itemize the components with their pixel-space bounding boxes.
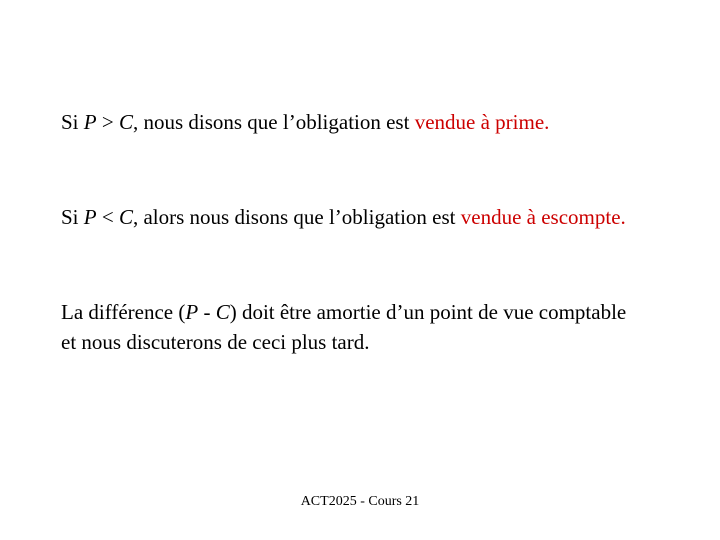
highlighted-term: vendue à prime (414, 110, 545, 134)
variable-p: P (185, 300, 199, 324)
variable-c: C (118, 110, 133, 134)
text: , alors nous disons que l’obligation est (132, 205, 461, 229)
text: ) doit être amortie d’un point de vue comptable et nous discuterons de ceci plus tard. (61, 300, 627, 354)
variable-p: P (83, 205, 97, 229)
highlighted-term: vendue à escompte (460, 205, 621, 229)
text: La différence ( (61, 300, 186, 324)
variable-c: C (118, 205, 133, 229)
operator: < (96, 205, 119, 229)
variable-c: C (215, 300, 230, 324)
operator: - (198, 300, 216, 324)
paragraph-sold-at-discount (61, 202, 641, 232)
operator: > (96, 110, 119, 134)
slide-footer: ACT2025 - Cours 21 (300, 494, 420, 509)
text: Si (61, 110, 84, 134)
paragraph-sold-at-premium (61, 107, 641, 137)
period: . (544, 110, 550, 134)
paragraph-amortization (61, 297, 641, 357)
text: , nous disons que l’obligation est (132, 110, 415, 134)
period: . (620, 205, 626, 229)
text: Si (61, 205, 84, 229)
variable-p: P (83, 110, 97, 134)
